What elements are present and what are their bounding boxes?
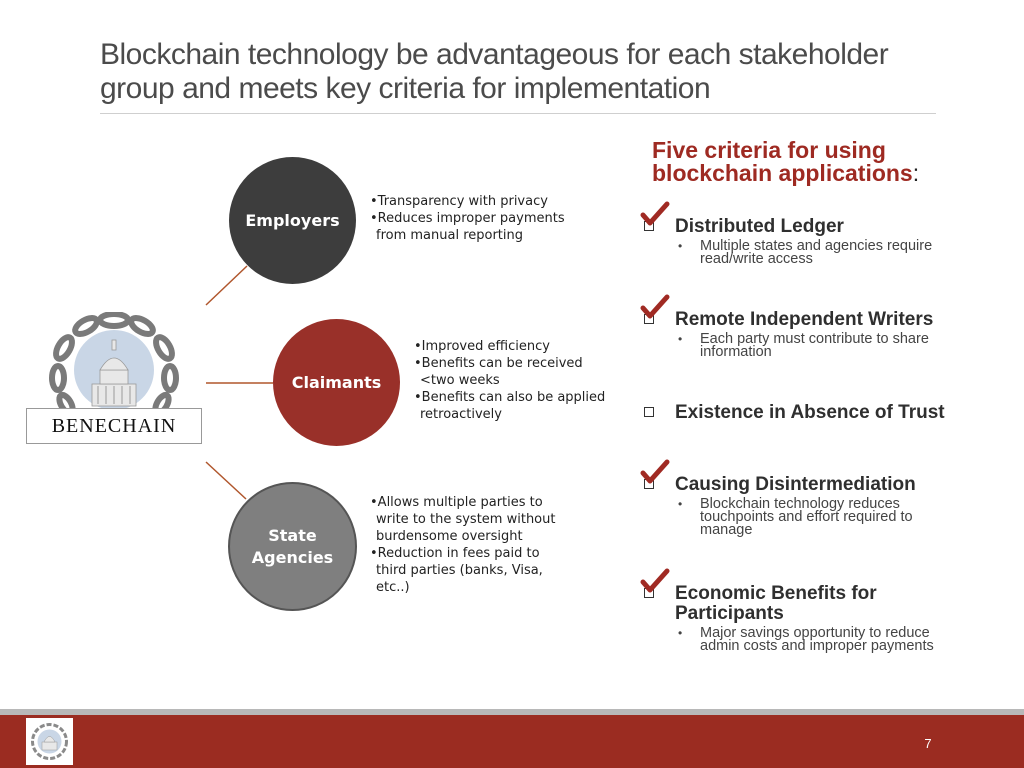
benefit-item: • Reduction in fees paid to	[370, 545, 590, 562]
benefit-item: • Allows multiple parties to	[370, 494, 590, 511]
benefit-item-continued: etc..)	[376, 580, 410, 595]
criterion-detail-line: read/write access	[700, 251, 813, 267]
employers-benefits	[370, 193, 590, 244]
criterion-detail-line: information	[700, 344, 772, 360]
criterion-economic-benefits	[640, 584, 970, 653]
connector-state-agencies	[206, 462, 246, 499]
criterion-detail-line: admin costs and improper payments	[700, 638, 934, 654]
criterion-heading-text: Participants	[675, 603, 784, 624]
criterion-heading	[675, 475, 970, 495]
benefit-item-continued: retroactively	[420, 407, 502, 422]
page-number: 7	[924, 736, 932, 751]
slide-title-line-2: group and meets key criteria for implementation	[100, 72, 711, 105]
benefit-item: • Reduces improper payments	[370, 210, 590, 227]
criterion-detail-line: • Blockchain technology reduces	[700, 496, 900, 512]
checkmark-icon	[640, 294, 670, 320]
connector-employers	[206, 266, 247, 305]
state-agencies-circle	[228, 482, 357, 611]
criterion-detail	[700, 240, 970, 266]
criterion-existence-in-absence-of-trust	[640, 403, 970, 423]
criterion-detail-line: • Multiple states and agencies require	[700, 238, 933, 254]
state-agencies-label-line-1: State	[268, 525, 317, 545]
criterion-detail-line: • Major savings opportunity to reduce	[700, 625, 930, 641]
benefit-item: • Benefits can also be applied	[414, 389, 624, 406]
employers-circle	[229, 157, 356, 284]
benefit-item: • Improved efficiency	[414, 338, 624, 355]
employers-label: Employers	[245, 210, 340, 230]
checkmark-icon	[640, 459, 670, 485]
criterion-heading-text: Economic Benefits for	[675, 583, 877, 604]
benechain-logo-text: BENECHAIN	[26, 408, 202, 444]
criterion-remote-independent-writers	[640, 310, 970, 359]
criteria-title-colon: :	[912, 160, 920, 186]
benefit-item-continued: write to the system without	[376, 512, 556, 527]
criterion-heading	[675, 403, 970, 423]
criterion-detail	[700, 498, 970, 537]
slide-title-line-1: Blockchain technology be advantageous for each stakeholder	[100, 38, 889, 71]
benefit-item: • Transparency with privacy	[370, 193, 590, 210]
benefit-item-continued: third parties (banks, Visa,	[376, 563, 543, 578]
criterion-detail	[700, 627, 970, 653]
criterion-heading	[675, 310, 970, 330]
benefit-item-continued: burdensome oversight	[376, 529, 523, 544]
state-agencies-benefits	[370, 494, 590, 596]
criterion-detail-line: • Each party must contribute to share	[700, 331, 929, 347]
checkmark-icon	[640, 201, 670, 227]
claimants-label: Claimants	[291, 372, 382, 392]
criterion-heading	[675, 584, 970, 624]
criterion-detail	[700, 333, 970, 359]
benefit-item-continued: from manual reporting	[376, 228, 524, 243]
criterion-causing-disintermediation	[640, 475, 970, 537]
criterion-heading	[675, 217, 970, 237]
benefit-item-continued: <two weeks	[420, 373, 500, 388]
claimants-circle	[273, 319, 400, 446]
criterion-detail-line: manage	[700, 522, 753, 538]
criteria-title	[652, 139, 919, 185]
checkmark-icon	[640, 568, 670, 594]
state-agencies-label-line-2: Agencies	[251, 547, 334, 567]
criterion-distributed-ledger	[640, 217, 970, 266]
footer-bar	[0, 715, 1024, 768]
claimants-benefits	[414, 338, 624, 423]
criterion-heading-text: Distributed Ledger	[675, 216, 844, 237]
criteria-title-line-1: Five criteria for using	[652, 137, 886, 163]
criterion-heading-text: Remote Independent Writers	[675, 309, 934, 330]
benefit-item: • Benefits can be received	[414, 355, 624, 372]
criterion-heading-text: Existence in Absence of Trust	[675, 402, 945, 423]
checkbox-icon	[644, 407, 654, 417]
criterion-detail-line: touchpoints and effort required to	[700, 509, 913, 525]
footer-logo-icon	[26, 718, 73, 765]
criterion-heading-text: Causing Disintermediation	[675, 474, 916, 495]
criteria-title-line-2: blockchain applications	[652, 160, 913, 186]
